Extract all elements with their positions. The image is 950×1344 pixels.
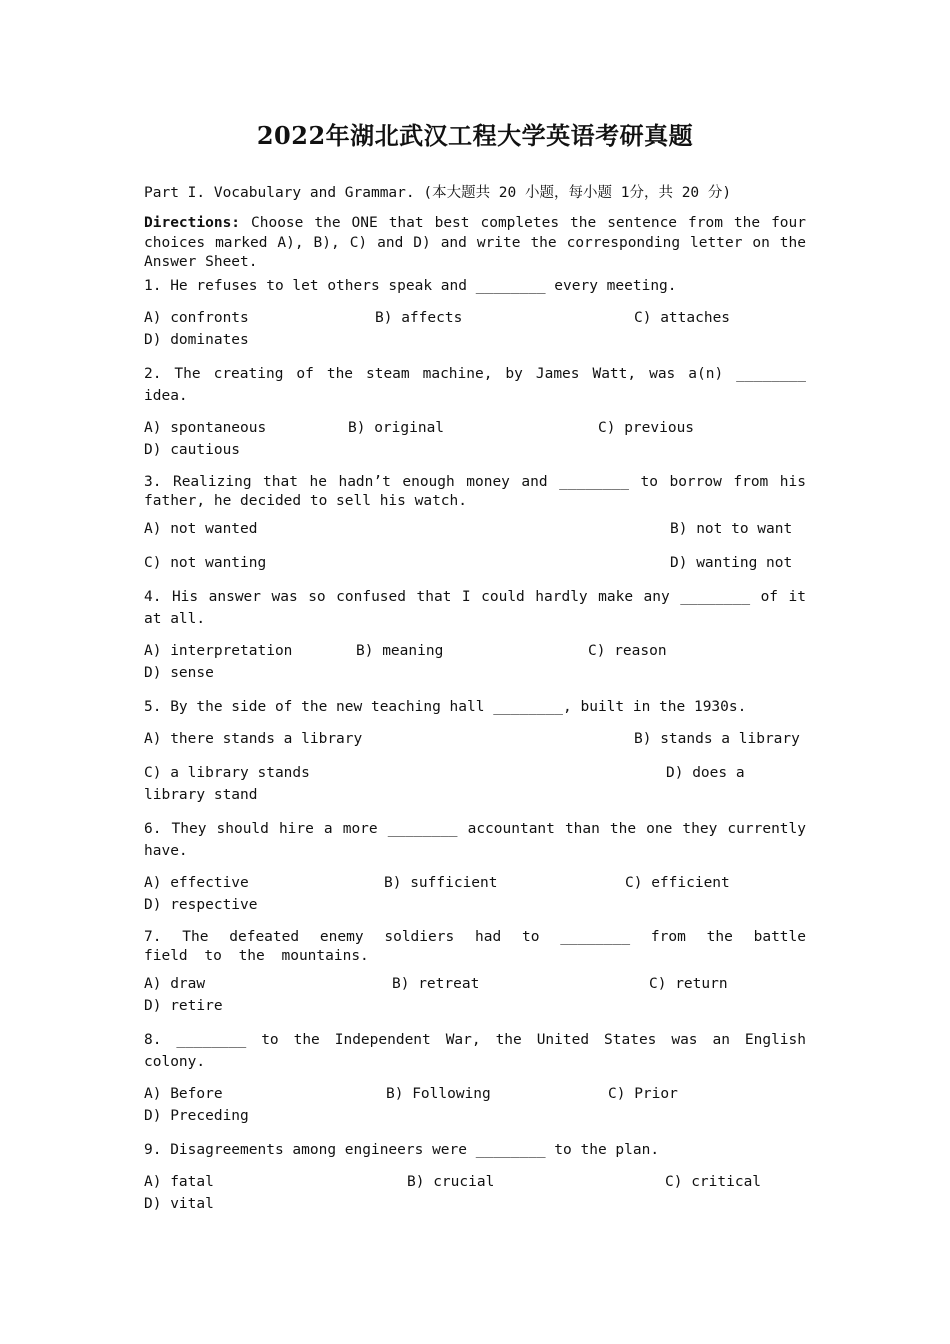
options-row	[144, 762, 806, 784]
question-stem: 6. They should hire a more ________ accountant than the one they currently have.	[144, 820, 806, 859]
option-d: D) dominates	[144, 331, 249, 348]
option-d: D) wanting not	[670, 554, 793, 571]
question-5	[144, 696, 806, 806]
options-row	[144, 552, 806, 574]
directions	[144, 214, 806, 273]
options-row	[144, 1083, 806, 1105]
question-6	[144, 818, 806, 916]
option-a: A) effective	[144, 874, 249, 891]
option-b: B) Following	[386, 1085, 491, 1102]
option-c: C) not wanting	[144, 554, 267, 571]
option-d-continued: library stand	[144, 786, 258, 803]
options-row	[144, 872, 806, 894]
option-a: A) there stands a library	[144, 730, 363, 747]
directions-label: Directions:	[144, 215, 241, 231]
part-heading: Part I. Vocabulary and Grammar. (本大题共 20 小题，每小题 1分，共 20 分)	[144, 185, 732, 201]
option-b: B) original	[348, 419, 445, 436]
option-c: C) reason	[588, 642, 667, 659]
directions-text: Choose the ONE that best completes the sentence from the four choices marked A), B), C) and D) and write the corresponding letter on the Answer Sheet.	[144, 215, 806, 270]
option-c: C) Prior	[608, 1085, 678, 1102]
options-row	[144, 973, 806, 995]
option-c: C) efficient	[625, 874, 730, 891]
option-d: D) does a	[666, 764, 745, 781]
option-c: C) return	[649, 975, 728, 992]
option-b: B) stands a library	[634, 730, 800, 747]
option-c: C) critical	[665, 1173, 762, 1190]
options-row	[144, 417, 806, 439]
option-b: B) not to want	[670, 520, 793, 537]
question-2	[144, 363, 806, 461]
option-a: A) Before	[144, 1085, 223, 1102]
option-c: C) a library stands	[144, 764, 310, 781]
option-b: B) crucial	[407, 1173, 495, 1190]
question-stem: 2. The creating of the steam machine, by James Watt, was a(n) ________ idea.	[144, 365, 806, 404]
page-title: 2022年湖北武汉工程大学英语考研真题	[256, 121, 694, 150]
question-stem: 3. Realizing that he hadn’t enough money and ________ to borrow from his father, he decided to sell his watch.	[144, 473, 806, 509]
option-d: D) vital	[144, 1195, 214, 1212]
question-9	[144, 1139, 806, 1215]
option-d: D) sense	[144, 664, 214, 681]
option-a: A) not wanted	[144, 520, 258, 537]
option-d: D) retire	[144, 997, 223, 1014]
question-1	[144, 275, 806, 351]
option-a: A) interpretation	[144, 642, 293, 659]
question-7	[144, 928, 806, 1017]
question-stem: 9. Disagreements among engineers were ________ to the plan.	[144, 1141, 660, 1158]
option-b: B) retreat	[392, 975, 480, 992]
question-4	[144, 586, 806, 684]
option-c: C) previous	[598, 419, 695, 436]
option-b: B) meaning	[356, 642, 444, 659]
question-stem: 5. By the side of the new teaching hall ________, built in the 1930s.	[144, 698, 747, 715]
option-a: A) spontaneous	[144, 419, 267, 436]
option-b: B) affects	[375, 309, 463, 326]
option-d: D) Preceding	[144, 1107, 249, 1124]
question-8	[144, 1029, 806, 1127]
options-row	[144, 728, 806, 750]
option-a: A) fatal	[144, 1173, 214, 1190]
options-row	[144, 640, 806, 662]
option-d: D) respective	[144, 896, 258, 913]
options-row	[144, 1171, 806, 1193]
question-stem: 4. His answer was so confused that I could hardly make any ________ of it at all.	[144, 588, 806, 627]
exam-body	[144, 182, 806, 1227]
option-c: C) attaches	[634, 309, 731, 326]
option-a: A) confronts	[144, 309, 249, 326]
question-3	[144, 473, 806, 574]
options-row	[144, 307, 806, 329]
question-stem: 1. He refuses to let others speak and ________ every meeting.	[144, 277, 677, 294]
question-stem: 8. ________ to the Independent War, the United States was an English colony.	[144, 1031, 806, 1070]
option-b: B) sufficient	[384, 874, 498, 891]
question-stem: 7. The defeated enemy soldiers had to ________ from the battle field to the mountains.	[144, 928, 806, 964]
option-a: A) draw	[144, 975, 206, 992]
options-row	[144, 518, 806, 540]
option-d: D) cautious	[144, 441, 241, 458]
